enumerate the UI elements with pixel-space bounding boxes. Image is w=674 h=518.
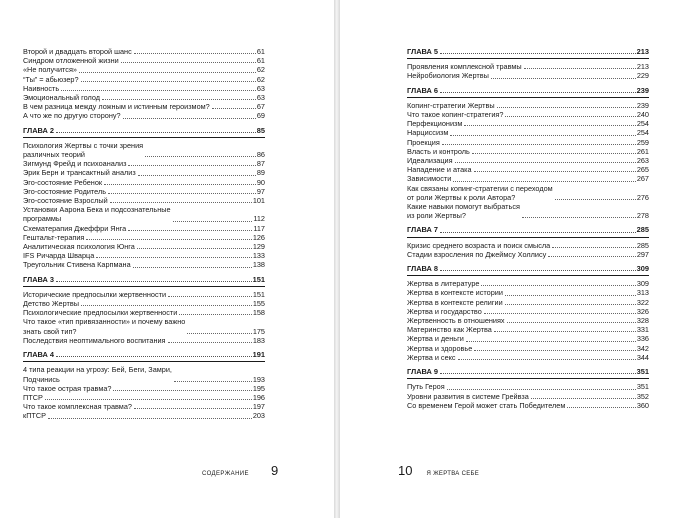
toc-entry[interactable] xyxy=(407,288,649,297)
entry-page: 328 xyxy=(636,316,649,326)
dot-leader xyxy=(48,418,252,419)
entry-page: 336 xyxy=(636,334,649,344)
entry-title: Путь Героя xyxy=(407,382,445,392)
entry-page: 360 xyxy=(636,400,649,410)
toc-entry[interactable] xyxy=(23,141,265,159)
toc-entry[interactable] xyxy=(407,353,649,362)
entry-page: 261 xyxy=(636,146,649,156)
entry-page: 67 xyxy=(256,102,265,112)
entry-title: ПТСР xyxy=(23,392,43,402)
toc-entry[interactable] xyxy=(407,325,649,334)
dot-leader xyxy=(531,398,636,399)
entry-page: 61 xyxy=(256,47,265,56)
entry-title: кПТСР xyxy=(23,411,47,421)
dot-leader xyxy=(137,248,252,249)
entry-page: 138 xyxy=(252,260,265,270)
toc-entry[interactable] xyxy=(407,334,649,343)
entry-page: 87 xyxy=(256,159,265,169)
toc-entry[interactable] xyxy=(407,184,649,202)
dot-leader xyxy=(179,314,252,315)
entry-page: 254 xyxy=(636,128,649,138)
dot-leader xyxy=(174,381,252,382)
dot-leader xyxy=(45,399,252,400)
chapter-title: ГЛАВА 4 xyxy=(23,350,54,360)
toc-entry[interactable] xyxy=(407,307,649,316)
chapter-heading[interactable] xyxy=(23,275,265,287)
entry-page: 196 xyxy=(252,392,265,402)
entry-page: 239 xyxy=(636,100,649,110)
toc-entry[interactable] xyxy=(23,47,265,56)
entry-title: Что такое комплексная травма? xyxy=(23,402,132,412)
dot-leader xyxy=(507,322,636,323)
dot-leader xyxy=(440,92,636,93)
entry-title: Копинг-стратегии Жертвы xyxy=(407,100,495,110)
entry-page: 183 xyxy=(252,335,265,345)
dot-leader xyxy=(86,239,251,240)
entry-page: 133 xyxy=(252,251,265,261)
entry-page: 175 xyxy=(252,326,265,336)
toc-entry[interactable] xyxy=(23,159,265,168)
page-number: 10 xyxy=(398,463,413,478)
toc-entry[interactable] xyxy=(23,205,265,223)
toc-entry[interactable] xyxy=(23,56,265,65)
entry-title: Эго-состояние Родитель xyxy=(23,186,107,196)
toc-entry[interactable] xyxy=(407,392,649,401)
entry-page: 342 xyxy=(636,343,649,353)
dot-leader xyxy=(104,184,256,185)
entry-title: А что же по другую сторону? xyxy=(23,111,121,121)
dot-leader xyxy=(440,232,636,233)
entry-title: Гештальт-терапия xyxy=(23,232,85,242)
dot-leader xyxy=(505,116,635,117)
dot-leader xyxy=(494,331,636,332)
dot-leader xyxy=(81,81,256,82)
entry-title: Жертва и здоровье xyxy=(407,343,473,353)
toc-entry[interactable] xyxy=(407,128,649,137)
dot-leader xyxy=(138,175,256,176)
chapter-page: 213 xyxy=(636,47,649,56)
dot-leader xyxy=(123,118,256,119)
chapter-title: ГЛАВА 9 xyxy=(407,367,438,377)
entry-title: Детство Жертвы xyxy=(23,299,79,309)
dot-leader xyxy=(56,132,256,133)
entry-page: 151 xyxy=(252,289,265,299)
entry-page: 62 xyxy=(256,74,265,84)
toc-entry[interactable] xyxy=(23,290,265,299)
chapter-heading[interactable] xyxy=(407,264,649,276)
toc-entry[interactable] xyxy=(407,316,649,325)
dot-leader xyxy=(128,230,252,231)
dot-leader xyxy=(79,72,256,73)
entry-title: Стадии взросления по Джеймсу Холлису xyxy=(407,249,547,259)
entry-page: 309 xyxy=(636,279,649,289)
toc-entry[interactable] xyxy=(407,382,649,391)
dot-leader xyxy=(128,165,255,166)
dot-leader xyxy=(96,257,252,258)
dot-leader xyxy=(505,304,636,305)
entry-page: 90 xyxy=(256,177,265,187)
entry-page: 263 xyxy=(636,156,649,166)
entry-page: 213 xyxy=(636,62,649,72)
dot-leader xyxy=(497,107,636,108)
dot-leader xyxy=(474,171,636,172)
entry-page: 197 xyxy=(252,402,265,412)
entry-page: 351 xyxy=(636,382,649,392)
entry-title: Жертва и секс xyxy=(407,352,456,362)
entry-page: 322 xyxy=(636,297,649,307)
dot-leader xyxy=(440,373,636,374)
entry-page: 63 xyxy=(256,93,265,103)
entry-title: Проекция xyxy=(407,137,440,147)
entry-title: Уровни развития в системе Грейвза xyxy=(407,391,529,401)
toc-entry[interactable] xyxy=(407,298,649,307)
entry-title: Жертва и государство xyxy=(407,306,482,316)
right-page xyxy=(340,0,674,518)
toc-entry[interactable] xyxy=(407,62,649,71)
entry-title: Зависимости xyxy=(407,174,452,184)
dot-leader xyxy=(187,333,251,334)
entry-title: Жертвенность в отношениях xyxy=(407,316,505,326)
entry-page: 89 xyxy=(256,168,265,178)
book-title-mark: Я ЖЕРТВА СЕБЕ xyxy=(426,471,480,477)
toc-entry[interactable] xyxy=(23,84,265,93)
toc-entry[interactable] xyxy=(407,119,649,128)
page-footer-left xyxy=(202,463,278,478)
entry-title: Со временем Герой может стать Победителем xyxy=(407,400,566,410)
entry-page: 193 xyxy=(252,374,265,384)
toc-entry[interactable] xyxy=(23,75,265,84)
entry-page: 344 xyxy=(636,352,649,362)
entry-page: 86 xyxy=(256,150,265,160)
dot-leader xyxy=(56,281,252,282)
dot-leader xyxy=(108,193,256,194)
chapter-heading[interactable] xyxy=(407,367,649,379)
entry-page: 326 xyxy=(636,306,649,316)
chapter-title: ГЛАВА 2 xyxy=(23,125,54,135)
chapter-heading[interactable] xyxy=(407,86,649,98)
chapter-title: ГЛАВА 7 xyxy=(407,225,438,235)
toc-entry[interactable] xyxy=(407,401,649,410)
dot-leader xyxy=(134,408,252,409)
dot-leader xyxy=(552,247,636,248)
running-head: СОДЕРЖАНИЕ xyxy=(202,471,249,477)
page-number: 9 xyxy=(270,463,279,478)
entry-title: Синдром отложенной жизни xyxy=(23,56,119,66)
entry-title: IFS Ричарда Шварца xyxy=(23,251,95,261)
entry-page: 229 xyxy=(636,71,649,81)
entry-title: Перфекционизм xyxy=(407,119,463,129)
dot-leader xyxy=(168,296,252,297)
entry-page: 69 xyxy=(256,111,265,121)
dot-leader xyxy=(168,342,252,343)
entry-page: 297 xyxy=(636,249,649,259)
entry-page: 267 xyxy=(636,174,649,184)
dot-leader xyxy=(173,221,253,222)
dot-leader xyxy=(440,53,636,54)
table-of-contents-right xyxy=(407,47,649,410)
toc-entry[interactable] xyxy=(23,308,265,317)
chapter-page: 191 xyxy=(252,350,265,360)
entry-page: 240 xyxy=(636,110,649,120)
entry-page: 97 xyxy=(256,186,265,196)
toc-entry[interactable] xyxy=(23,233,265,242)
entry-page: 158 xyxy=(252,308,265,318)
toc-entry[interactable] xyxy=(23,65,265,74)
toc-entry[interactable] xyxy=(23,260,265,269)
entry-title: Треугольник Стивена Карпмана xyxy=(23,260,131,270)
dot-leader xyxy=(464,125,635,126)
entry-title: Психология Жертвы с точки зрения различных теорий xyxy=(23,140,144,160)
dot-leader xyxy=(567,407,635,408)
entry-title: Кризис среднего возраста и поиск смысла xyxy=(407,240,551,250)
entry-page: 352 xyxy=(636,391,649,401)
entry-title: Установки Аарона Бека и подсознательные программы xyxy=(23,205,171,224)
dot-leader xyxy=(81,305,252,306)
toc-entry[interactable] xyxy=(23,393,265,402)
dot-leader xyxy=(522,217,636,218)
dot-leader xyxy=(442,144,636,145)
toc-entry[interactable] xyxy=(407,174,649,183)
entry-page: 313 xyxy=(636,288,649,298)
entry-title: Второй и двадцать второй шанс xyxy=(23,47,132,56)
dot-leader xyxy=(133,267,252,268)
dot-leader xyxy=(458,359,636,360)
entry-title: Нападение и атака xyxy=(407,165,472,175)
toc-entry[interactable] xyxy=(407,202,649,220)
toc-entry[interactable] xyxy=(407,71,649,80)
toc-entry[interactable] xyxy=(407,101,649,110)
toc-entry[interactable] xyxy=(407,279,649,288)
toc-entry[interactable] xyxy=(23,111,265,120)
toc-entry[interactable] xyxy=(407,110,649,119)
entry-page: 203 xyxy=(252,411,265,421)
chapter-title: ГЛАВА 6 xyxy=(407,85,438,95)
entry-title: Эго-состояние Взрослый xyxy=(23,196,108,206)
entry-title: Власть и контроль xyxy=(407,146,470,156)
entry-title: Жертва и деньги xyxy=(407,334,464,344)
dot-leader xyxy=(453,181,636,182)
entry-title: Эго-состояние Ребенок xyxy=(23,177,103,187)
toc-entry[interactable] xyxy=(23,178,265,187)
toc-entry[interactable] xyxy=(23,411,265,420)
chapter-page: 85 xyxy=(256,125,265,135)
dot-leader xyxy=(450,135,635,136)
dot-leader xyxy=(484,313,636,314)
toc-entry[interactable] xyxy=(23,242,265,251)
entry-page: 62 xyxy=(256,65,265,75)
entry-title: Что такое острая травма? xyxy=(23,383,112,393)
entry-page: 254 xyxy=(636,119,649,129)
toc-entry[interactable] xyxy=(23,299,265,308)
entry-title: В чем разница между ложным и истинным героизмом? xyxy=(23,102,210,112)
dot-leader xyxy=(524,68,636,69)
left-page xyxy=(0,0,334,518)
chapter-page: 351 xyxy=(636,367,649,377)
entry-title: Схематерапия Джеффри Янга xyxy=(23,223,127,233)
toc-entry[interactable] xyxy=(407,250,649,259)
dot-leader xyxy=(491,78,636,79)
entry-title: Идеализация xyxy=(407,156,453,166)
dot-leader xyxy=(548,256,636,257)
entry-page: 63 xyxy=(256,83,265,93)
dot-leader xyxy=(113,390,251,391)
dot-leader xyxy=(505,295,636,296)
entry-page: 331 xyxy=(636,325,649,335)
toc-entry[interactable] xyxy=(407,138,649,147)
entry-title: Что такое «тип привязанности» и почему важно знать свой тип? xyxy=(23,317,186,336)
entry-title: Как связаны копинг-стратегии с переходом от роли Жертвы к роли Автора? xyxy=(407,183,553,202)
toc-entry[interactable] xyxy=(23,317,265,335)
toc-entry[interactable] xyxy=(23,93,265,102)
entry-title: Что такое копинг-стратегия? xyxy=(407,110,504,120)
dot-leader xyxy=(466,341,636,342)
dot-leader xyxy=(481,285,635,286)
dot-leader xyxy=(455,162,636,163)
toc-entry[interactable] xyxy=(23,384,265,393)
dot-leader xyxy=(440,270,636,271)
chapter-page: 309 xyxy=(636,264,649,274)
entry-page: 61 xyxy=(256,56,265,66)
chapter-page: 285 xyxy=(636,225,649,235)
chapter-title: ГЛАВА 8 xyxy=(407,264,438,274)
entry-title: Последствия неоптимального воспитания xyxy=(23,335,166,345)
chapter-heading[interactable] xyxy=(407,47,649,59)
entry-title: “Ты” = абьюзер? xyxy=(23,74,79,84)
entry-page: 285 xyxy=(636,240,649,250)
dot-leader xyxy=(555,199,636,200)
toc-entry[interactable] xyxy=(23,365,265,383)
chapter-heading[interactable] xyxy=(23,350,265,362)
entry-title: Наивность xyxy=(23,83,60,93)
entry-title: Нарциссизм xyxy=(407,128,449,138)
dot-leader xyxy=(61,90,256,91)
entry-title: Эмоциональный голод xyxy=(23,93,100,103)
entry-title: Проявления комплексной травмы xyxy=(407,62,522,72)
entry-title: Жертва в контексте истории xyxy=(407,288,503,298)
entry-page: 117 xyxy=(253,223,265,233)
dot-leader xyxy=(110,202,252,203)
dot-leader xyxy=(102,99,256,100)
toc-entry[interactable] xyxy=(23,336,265,345)
dot-leader xyxy=(121,62,256,63)
entry-title: Материнство как Жертва xyxy=(407,325,492,335)
dot-leader xyxy=(474,350,636,351)
entry-page: 195 xyxy=(252,383,265,393)
entry-page: 276 xyxy=(636,192,649,202)
toc-entry[interactable] xyxy=(23,168,265,177)
entry-page: 126 xyxy=(252,232,265,242)
toc-entry[interactable] xyxy=(407,241,649,250)
chapter-page: 239 xyxy=(636,85,649,95)
dot-leader xyxy=(145,156,256,157)
toc-entry[interactable] xyxy=(23,251,265,260)
entry-title: Нейробиология Жертвы xyxy=(407,71,489,81)
toc-entry[interactable] xyxy=(407,344,649,353)
toc-entry[interactable] xyxy=(407,165,649,174)
entry-page: 259 xyxy=(636,137,649,147)
entry-page: 265 xyxy=(636,165,649,175)
entry-title: 4 типа реакции на угрозу: Бей, Беги, Замри, Подчинись xyxy=(23,365,172,384)
entry-title: «Не получится» xyxy=(23,65,77,75)
entry-title: Какие навыки помогут выбраться из роли Жертвы? xyxy=(407,202,520,221)
entry-title: Исторические предпосылки жертвенности xyxy=(23,289,167,299)
page-footer-right xyxy=(398,463,479,478)
entry-title: Психологические предпосылки жертвенности xyxy=(23,308,178,318)
entry-title: Жертва в контексте религии xyxy=(407,297,503,307)
chapter-title: ГЛАВА 5 xyxy=(407,47,438,56)
entry-page: 155 xyxy=(252,299,265,309)
toc-entry[interactable] xyxy=(407,147,649,156)
entry-page: 112 xyxy=(253,214,265,224)
toc-entry[interactable] xyxy=(23,102,265,111)
chapter-heading[interactable] xyxy=(407,225,649,237)
entry-page: 101 xyxy=(252,196,265,206)
table-of-contents-left xyxy=(23,47,265,421)
chapter-title: ГЛАВА 3 xyxy=(23,274,54,284)
dot-leader xyxy=(134,53,256,54)
toc-entry[interactable] xyxy=(23,187,265,196)
toc-entry[interactable] xyxy=(23,224,265,233)
dot-leader xyxy=(212,108,256,109)
dot-leader xyxy=(56,356,252,357)
entry-title: Эрик Берн и трансактный анализ xyxy=(23,168,136,178)
entry-title: Зигмунд Фрейд и психоанализ xyxy=(23,159,127,169)
dot-leader xyxy=(447,389,636,390)
dot-leader xyxy=(472,153,636,154)
entry-title: Жертва в литературе xyxy=(407,279,480,289)
entry-page: 278 xyxy=(636,211,649,221)
toc-entry[interactable] xyxy=(23,196,265,205)
chapter-heading[interactable] xyxy=(23,126,265,138)
entry-title: Аналитическая психология Юнга xyxy=(23,242,135,252)
toc-entry[interactable] xyxy=(23,402,265,411)
toc-entry[interactable] xyxy=(407,156,649,165)
entry-page: 129 xyxy=(252,242,265,252)
chapter-page: 151 xyxy=(252,274,265,284)
